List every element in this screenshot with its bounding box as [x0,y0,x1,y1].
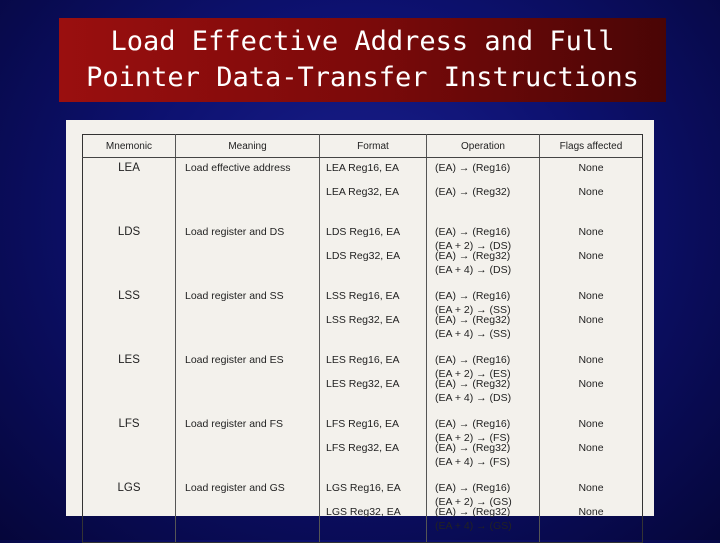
flags-16: None [578,226,604,238]
table-body [83,158,643,543]
instruction-table-image [66,120,654,532]
header-meaning: Meaning [176,135,320,158]
operation-line: (EA + 2) → (ES) [435,367,511,380]
format-32: LFS Reg32, EA [326,442,399,454]
cell-format [320,222,427,286]
cell-flags [540,222,643,286]
cell-mnemonic: LGS [83,478,176,543]
cell-meaning: Load register and ES [176,350,320,414]
table-row [83,222,643,286]
operation-line: (EA) → (Reg32) [435,250,511,262]
flags-32: None [578,186,604,198]
cell-flags [540,414,643,478]
cell-mnemonic: LES [83,350,176,414]
operation-line: (EA) → (Reg16) [435,482,511,494]
operation-line: (EA) → (Reg32) [435,186,511,198]
cell-meaning: Load register and SS [176,286,320,350]
cell-flags [540,350,643,414]
format-32: LEA Reg32, EA [326,186,399,198]
format-32: LDS Reg32, EA [326,250,401,262]
operation-line: (EA + 4) → (GS) [435,519,512,532]
cell-mnemonic: LFS [83,414,176,478]
operation-line: (EA) → (Reg32) [435,378,511,390]
title-line-2: Pointer Data-Transfer Instructions [86,62,639,93]
flags-32: None [578,506,604,518]
format-32: LES Reg32, EA [326,378,400,390]
operation-line: (EA) → (Reg32) [435,442,511,454]
cell-operation [427,286,540,350]
cell-meaning: Load register and GS [176,478,320,543]
operation-line: (EA + 2) → (SS) [435,303,511,316]
operation-16 [427,350,539,380]
operation-32 [427,184,539,200]
flags-32: None [578,250,604,262]
operation-32 [427,248,539,277]
operation-32 [427,376,539,405]
cell-flags [540,286,643,350]
operation-16 [427,158,539,184]
operation-16 [427,478,539,508]
cell-meaning: Load effective address [176,158,320,223]
flags-16: None [578,354,604,366]
operation-line: (EA) → (Reg16) [435,226,511,238]
format-16: LDS Reg16, EA [326,226,401,238]
cell-mnemonic: LEA [83,158,176,223]
format-16: LSS Reg16, EA [326,290,400,302]
operation-line: (EA) → (Reg16) [435,354,511,366]
operation-32 [427,440,539,469]
cell-operation [427,222,540,286]
operation-16 [427,414,539,444]
cell-operation [427,350,540,414]
flags-16: None [578,418,604,430]
format-16: LES Reg16, EA [326,354,400,366]
title-line-1: Load Effective Address and Full [110,26,615,57]
cell-format [320,286,427,350]
cell-mnemonic: LSS [83,286,176,350]
operation-line: (EA + 4) → (DS) [435,263,512,276]
flags-32: None [578,314,604,326]
table-row [83,158,643,223]
header-row [83,135,643,158]
format-16: LGS Reg16, EA [326,482,401,494]
flags-16: None [578,162,604,174]
slide-title [59,18,666,102]
operation-line: (EA + 4) → (SS) [435,327,511,340]
operation-line: (EA + 4) → (FS) [435,455,510,468]
cell-format [320,414,427,478]
operation-line: (EA + 4) → (DS) [435,391,512,404]
header-flags: Flags affected [540,135,643,158]
cell-format [320,478,427,543]
table-row [83,414,643,478]
header-operation: Operation [427,135,540,158]
operation-line: (EA) → (Reg16) [435,418,511,430]
operation-line: (EA + 2) → (FS) [435,431,510,444]
operation-16 [427,286,539,316]
table-row [83,350,643,414]
cell-flags [540,478,643,543]
format-16: LEA Reg16, EA [326,162,399,174]
cell-operation [427,478,540,543]
operation-line: (EA) → (Reg32) [435,314,511,326]
header-mnemonic: Mnemonic [83,135,176,158]
cell-format [320,350,427,414]
cell-operation [427,414,540,478]
flags-16: None [578,290,604,302]
operation-32 [427,312,539,341]
operation-32 [427,504,539,533]
cell-mnemonic: LDS [83,222,176,286]
operation-line: (EA + 2) → (DS) [435,239,512,252]
operation-line: (EA) → (Reg32) [435,506,511,518]
cell-operation [427,158,540,223]
table-row [83,478,643,543]
format-16: LFS Reg16, EA [326,418,399,430]
header-format: Format [320,135,427,158]
cell-flags [540,158,643,223]
instruction-table [82,134,643,543]
cell-meaning: Load register and FS [176,414,320,478]
format-32: LSS Reg32, EA [326,314,400,326]
flags-16: None [578,482,604,494]
operation-line: (EA) → (Reg16) [435,162,511,174]
flags-32: None [578,442,604,454]
operation-line: (EA) → (Reg16) [435,290,511,302]
cell-meaning: Load register and DS [176,222,320,286]
table-row [83,286,643,350]
cell-format [320,158,427,223]
operation-line: (EA + 2) → (GS) [435,495,512,508]
operation-16 [427,222,539,252]
flags-32: None [578,378,604,390]
format-32: LGS Reg32, EA [326,506,401,518]
